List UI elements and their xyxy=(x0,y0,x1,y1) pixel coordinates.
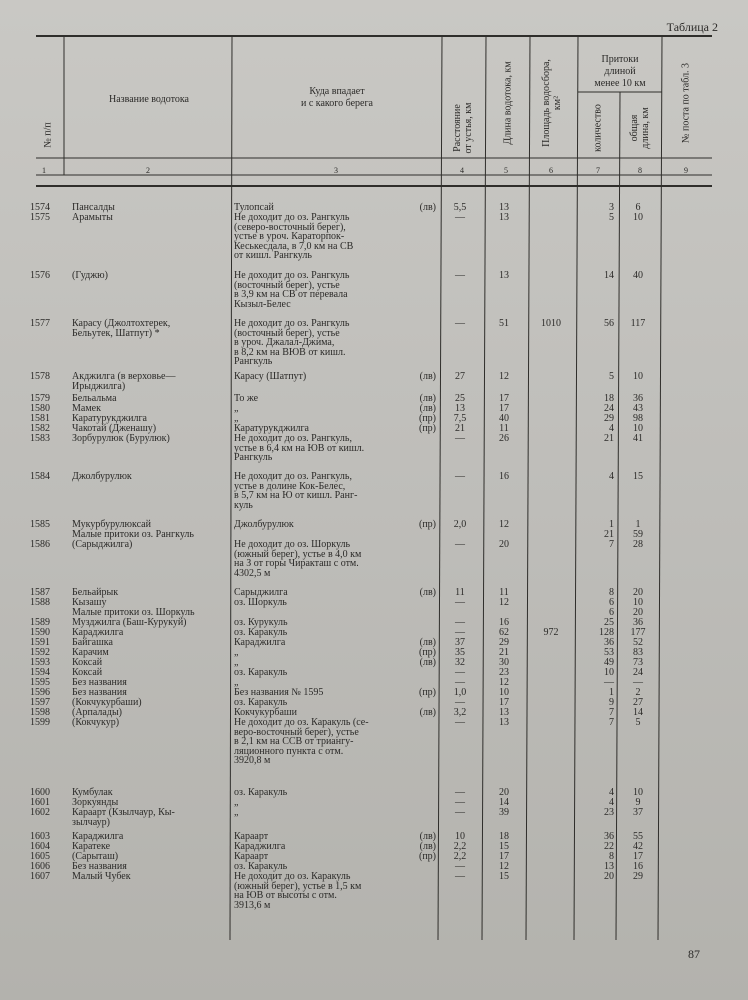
column-number: 3 xyxy=(334,166,338,175)
river-length: 16 xyxy=(499,617,509,628)
river-name: Пансалды xyxy=(72,202,115,213)
river-length: 23 xyxy=(499,667,509,678)
river-length: 13 xyxy=(499,212,509,223)
tributary-total-length: 5 xyxy=(635,717,641,728)
river-length: 29 xyxy=(499,637,509,648)
column-number: 8 xyxy=(638,166,642,175)
bank-side: (лв) xyxy=(419,371,436,382)
tributary-count: 36 xyxy=(604,637,614,648)
column-number: 9 xyxy=(684,166,688,175)
tributary-total-length: 15 xyxy=(633,471,643,482)
tributary-total-length: 16 xyxy=(633,861,643,872)
river-length: 17 xyxy=(499,697,509,708)
tributary-total-length: 37 xyxy=(633,807,643,818)
mouth-description: Без названия № 1595 xyxy=(234,687,324,698)
tributary-total-length: 24 xyxy=(633,667,643,678)
tributary-count: 4 xyxy=(609,423,614,434)
river-length: 17 xyxy=(499,851,509,862)
tributary-total-length: 10 xyxy=(633,787,643,798)
distance-from-mouth: — xyxy=(455,667,465,678)
tributary-total-length: 36 xyxy=(633,393,643,404)
row-number: 1582 xyxy=(30,423,50,434)
column-number: 6 xyxy=(549,166,553,175)
tributary-count: 5 xyxy=(609,371,614,382)
tributary-count: 56 xyxy=(604,318,614,329)
river-name: (Сарыджилга) xyxy=(72,539,133,550)
river-name: Караарт (Кзылчаур, Кы- зылчаур) xyxy=(72,807,175,828)
header-total-length-line1: общая xyxy=(629,114,640,142)
tributary-total-length: 42 xyxy=(633,841,643,852)
river-name: Зорбурулюк (Бурулюк) xyxy=(72,433,170,444)
tributary-count: 7 xyxy=(609,539,614,550)
distance-from-mouth: 21 xyxy=(455,423,465,434)
tributary-total-length: 55 xyxy=(633,831,643,842)
tributary-total-length: 117 xyxy=(630,318,646,329)
distance-from-mouth: — xyxy=(455,717,465,728)
bank-side: (пр) xyxy=(418,423,436,434)
tributary-total-length: 177 xyxy=(630,627,646,638)
river-length: 12 xyxy=(499,677,509,688)
tributary-total-length: 14 xyxy=(633,707,643,718)
distance-from-mouth: 37 xyxy=(455,637,465,648)
tributary-total-length: 10 xyxy=(633,371,643,382)
river-length: 12 xyxy=(499,371,509,382)
column-number: 7 xyxy=(596,166,600,175)
row-number: 1592 xyxy=(30,647,50,658)
tributary-count: 9 xyxy=(609,697,614,708)
river-length: 15 xyxy=(499,841,509,852)
row-number: 1596 xyxy=(30,687,50,698)
river-name: Зоркуянды xyxy=(72,797,119,808)
row-number: 1583 xyxy=(30,433,50,444)
river-name: Без названия xyxy=(72,861,127,872)
distance-from-mouth: 10 xyxy=(455,831,465,842)
tributary-total-length: 17 xyxy=(633,851,643,862)
bank-side: (пр) xyxy=(418,687,436,698)
river-name: (Сарыташ) xyxy=(72,851,119,862)
river-length: 13 xyxy=(499,270,509,281)
bank-side: (лв) xyxy=(419,657,436,668)
distance-from-mouth: — xyxy=(455,617,465,628)
river-length: 20 xyxy=(499,539,509,550)
tributary-count: 6 xyxy=(609,597,614,608)
row-number: 1580 xyxy=(30,403,50,414)
river-length: 20 xyxy=(499,787,509,798)
row-number: 1600 xyxy=(30,787,50,798)
river-name: Каратеке xyxy=(72,841,111,852)
header-length: Длина водотока, км xyxy=(502,61,514,145)
distance-from-mouth: 5,5 xyxy=(453,202,467,213)
river-length: 12 xyxy=(499,519,509,530)
distance-from-mouth: 32 xyxy=(455,657,465,668)
tributary-count: 1 xyxy=(609,687,614,698)
distance-from-mouth: — xyxy=(455,677,465,688)
header-tributaries-line1: Притоки xyxy=(601,54,639,65)
row-number: 1597 xyxy=(30,697,50,708)
row-number: 1604 xyxy=(30,841,50,852)
header-total-length-line2: длина, км xyxy=(640,107,651,149)
mouth-description: оз. Курукуль xyxy=(234,617,288,628)
distance-from-mouth: 3,2 xyxy=(453,707,467,718)
tributary-count: 4 xyxy=(609,797,614,808)
header-area-line1: Площадь водосбора, xyxy=(541,59,552,147)
header-tributaries-line2: длиной xyxy=(604,66,636,77)
mouth-description: Не доходит до оз. Рангкуль (северо-восточный берег), устье в уроч. Караторпок- Кеськесдала, в 7,0 км на СВ от кишл. Рангкуль xyxy=(234,212,354,262)
river-name: Мамек xyxy=(72,403,101,414)
bank-side: (лв) xyxy=(419,202,436,213)
distance-from-mouth: 2,2 xyxy=(453,841,467,852)
tributary-total-length: 98 xyxy=(633,413,643,424)
distance-from-mouth: — xyxy=(455,807,465,818)
river-length: 14 xyxy=(499,797,509,808)
mouth-description: оз. Каракуль xyxy=(234,667,288,678)
mouth-description: Не доходит до оз. Рангкуль, устье в долине Кок-Белес, в 5,7 км на Ю от кишл. Ранг- куль xyxy=(234,471,358,511)
tributary-count: 8 xyxy=(609,587,614,598)
tributary-count: 24 xyxy=(604,403,614,414)
river-length: 17 xyxy=(499,403,509,414)
row-number: 1603 xyxy=(30,831,50,842)
header-name: Название водотока xyxy=(109,94,189,105)
row-number: 1587 xyxy=(30,587,50,598)
distance-from-mouth: — xyxy=(455,539,465,550)
bank-side: (лв) xyxy=(419,637,436,648)
row-number: 1601 xyxy=(30,797,50,808)
tributary-total-length: 2 xyxy=(635,687,641,698)
distance-from-mouth: — xyxy=(455,797,465,808)
distance-from-mouth: 2,2 xyxy=(453,851,467,862)
tributary-count: 8 xyxy=(609,851,614,862)
tributary-total-length: 73 xyxy=(633,657,643,668)
river-length: 21 xyxy=(499,647,509,658)
river-length: 16 xyxy=(499,471,509,482)
river-name: Музджилга (Баш-Курукуй) xyxy=(72,617,187,628)
mouth-description: „ xyxy=(234,647,239,658)
distance-from-mouth: — xyxy=(455,861,465,872)
distance-from-mouth: — xyxy=(455,597,465,608)
header-post: № поста по табл. 3 xyxy=(680,62,692,144)
mouth-description: Тулопсай xyxy=(234,202,274,213)
distance-from-mouth: — xyxy=(455,627,465,638)
bank-side: (лв) xyxy=(419,393,436,404)
river-name: Арамыты xyxy=(72,212,113,223)
row-number: 1584 xyxy=(30,471,50,482)
river-name: (Гуджю) xyxy=(72,270,108,281)
river-length: 11 xyxy=(499,423,509,434)
tributary-count: 3 xyxy=(609,202,614,213)
header-distance-line2: от устья, км xyxy=(463,102,474,154)
row-number: 1590 xyxy=(30,627,50,638)
table-label: Таблица 2 xyxy=(666,20,718,34)
tributary-count: 49 xyxy=(604,657,614,668)
bank-side: (пр) xyxy=(418,519,436,530)
tributary-count: — xyxy=(604,677,614,688)
tributary-count: 128 xyxy=(599,627,614,638)
basin-area: 1010 xyxy=(541,318,561,329)
header-count: количество xyxy=(592,104,604,152)
river-length: 10 xyxy=(499,687,509,698)
river-name: Карачим xyxy=(72,647,109,658)
row-number: 1589 xyxy=(30,617,50,628)
river-length: 51 xyxy=(499,318,509,329)
tributary-total-length: 20 xyxy=(633,587,643,598)
mouth-description: оз. Каракуль xyxy=(234,697,288,708)
row-number: 1585 xyxy=(30,519,50,530)
header-tributaries-line3: менее 10 км xyxy=(594,78,646,89)
river-name: Кызашу xyxy=(72,597,107,608)
river-name: Кумбулак xyxy=(72,787,113,798)
mouth-description: „ xyxy=(234,403,239,414)
tributary-count: 7 xyxy=(609,707,614,718)
row-number: 1594 xyxy=(30,667,50,678)
bank-side: (лв) xyxy=(419,707,436,718)
distance-from-mouth: 7,5 xyxy=(453,413,467,424)
river-length: 30 xyxy=(499,657,509,668)
row-number: 1607 xyxy=(30,871,50,882)
tributary-count: 4 xyxy=(609,787,614,798)
tributary-total-length: 59 xyxy=(633,529,643,540)
tributary-total-length: 10 xyxy=(633,597,643,608)
mouth-description: Не доходит до оз. Каракуль (южный берег), устье в 1,5 км на ЮВ от высоты с отм. 3913,6 м xyxy=(234,871,362,911)
distance-from-mouth: 35 xyxy=(455,647,465,658)
row-number: 1606 xyxy=(30,861,50,872)
tributary-count: 53 xyxy=(604,647,614,658)
bank-side: (пр) xyxy=(418,647,436,658)
column-number: 4 xyxy=(460,166,464,175)
tributary-count: 36 xyxy=(604,831,614,842)
tributary-total-length: 40 xyxy=(633,270,643,281)
tributary-count: 5 xyxy=(609,212,614,223)
mouth-description: Карасу (Шатпут) xyxy=(234,371,307,382)
distance-from-mouth: 25 xyxy=(455,393,465,404)
mouth-description: Не доходит до оз. Рангкуль (восточный берег), устье в 3,9 км на СВ от перевала Кызыл-Белес xyxy=(234,270,350,310)
river-length: 12 xyxy=(499,861,509,872)
river-length: 15 xyxy=(499,871,509,882)
distance-from-mouth: — xyxy=(455,270,465,281)
row-number: 1576 xyxy=(30,270,50,281)
tributary-count: 13 xyxy=(604,861,614,872)
mouth-description: оз. Шоркуль xyxy=(234,597,287,608)
tributary-count: 25 xyxy=(604,617,614,628)
river-name: Караджилга xyxy=(72,627,124,638)
tributary-total-length: 29 xyxy=(633,871,643,882)
mouth-description: Джолбурулюк xyxy=(234,519,294,530)
header-num: № п/п xyxy=(42,122,54,148)
river-name: Бельальма xyxy=(72,393,117,404)
distance-from-mouth: 11 xyxy=(455,587,465,598)
row-number: 1602 xyxy=(30,807,50,818)
river-name: Малые притоки оз. Шоркуль xyxy=(72,607,195,618)
distance-from-mouth: 2,0 xyxy=(453,519,467,530)
tributary-count: 7 xyxy=(609,717,614,728)
river-name: Карасу (Джолтохтерек, Бельутек, Шатпут) * xyxy=(72,318,171,339)
river-length: 13 xyxy=(499,707,509,718)
river-length: 18 xyxy=(499,831,509,842)
river-length: 40 xyxy=(499,413,509,424)
row-number: 1579 xyxy=(30,393,50,404)
tributary-count: 10 xyxy=(604,667,614,678)
mouth-description: оз. Каракуль xyxy=(234,787,288,798)
bank-side: (лв) xyxy=(419,403,436,414)
basin-area: 972 xyxy=(543,627,559,638)
column-number: 1 xyxy=(42,166,46,175)
row-number: 1578 xyxy=(30,371,50,382)
mouth-description: То же xyxy=(234,393,259,404)
river-length: 13 xyxy=(499,717,509,728)
row-number: 1586 xyxy=(30,539,50,550)
distance-from-mouth: — xyxy=(455,697,465,708)
river-name: Без названия xyxy=(72,687,127,698)
tributary-count: 21 xyxy=(604,529,614,540)
mouth-description: Сарыджилга xyxy=(234,587,288,598)
mouth-description: Караарт xyxy=(234,831,269,842)
column-number: 2 xyxy=(146,166,150,175)
river-name: Мукурбурулюксай xyxy=(72,519,151,530)
river-name: (Кокчукурбаши) xyxy=(72,697,142,708)
mouth-description: „ xyxy=(234,797,239,808)
mouth-description: Не доходит до оз. Каракуль (се- веро-восточный берег), устье в 2,1 км на ССВ от триангу- ляционного пункта с отм. 3920,8 м xyxy=(234,717,369,767)
page-number: 87 xyxy=(688,947,700,961)
tributary-total-length: 10 xyxy=(633,423,643,434)
river-name: Акджилга (в верховье— Ирыджилга) xyxy=(72,371,176,392)
tributary-total-length: 36 xyxy=(633,617,643,628)
row-number: 1591 xyxy=(30,637,50,648)
mouth-description: „ xyxy=(234,677,239,688)
tributary-total-length: 83 xyxy=(633,647,643,658)
bank-side: (лв) xyxy=(419,587,436,598)
mouth-description: Караарт xyxy=(234,851,269,862)
row-number: 1605 xyxy=(30,851,50,862)
row-number: 1599 xyxy=(30,717,50,728)
tributary-total-length: 41 xyxy=(633,433,643,444)
tributary-total-length: 6 xyxy=(635,202,641,213)
row-number: 1581 xyxy=(30,413,50,424)
tributary-total-length: 43 xyxy=(633,403,643,414)
distance-from-mouth: — xyxy=(455,318,465,329)
bank-side: (пр) xyxy=(418,851,436,862)
mouth-description: Не доходит до оз. Шоркуль (южный берег), устье в 4,0 км на З от горы Чиракташ с отм. 4302,5 м xyxy=(234,539,362,579)
river-name: Джолбурулюк xyxy=(72,471,132,482)
column-number: 5 xyxy=(504,166,508,175)
distance-from-mouth: — xyxy=(455,212,465,223)
mouth-description: Кокчукурбаши xyxy=(234,707,297,718)
river-name: Бельайрык xyxy=(72,587,119,598)
river-name: Коксай xyxy=(72,657,103,668)
tributary-total-length: 1 xyxy=(635,519,641,530)
tributary-count: 20 xyxy=(604,871,614,882)
river-length: 13 xyxy=(499,202,509,213)
tributary-total-length: 28 xyxy=(633,539,643,550)
tributary-count: 21 xyxy=(604,433,614,444)
river-length: 12 xyxy=(499,597,509,608)
river-name: (Арпалады) xyxy=(72,707,122,718)
tributary-total-length: 10 xyxy=(633,212,643,223)
tributary-count: 18 xyxy=(604,393,614,404)
tributary-count: 4 xyxy=(609,471,614,482)
tributary-total-length: 52 xyxy=(633,637,643,648)
bank-side: (лв) xyxy=(419,831,436,842)
row-number: 1595 xyxy=(30,677,50,688)
header-distance-line1: Расстояние xyxy=(452,104,463,152)
river-name: Без названия xyxy=(72,677,127,688)
river-length: 62 xyxy=(499,627,509,638)
header-where-line2: и с какого берега xyxy=(300,98,373,109)
river-length: 17 xyxy=(499,393,509,404)
bank-side: (пр) xyxy=(418,413,436,424)
river-length: 39 xyxy=(499,807,509,818)
mouth-description: Караджилга xyxy=(234,637,286,648)
tributary-count: 22 xyxy=(604,841,614,852)
bank-side: (лв) xyxy=(419,841,436,852)
river-length: 26 xyxy=(499,433,509,444)
tributary-count: 1 xyxy=(609,519,614,530)
river-name: (Кокчукур) xyxy=(72,717,120,728)
row-number: 1574 xyxy=(30,202,50,213)
river-name: Караджилга xyxy=(72,831,124,842)
mouth-description: „ xyxy=(234,807,239,818)
mouth-description: Караджилга xyxy=(234,841,286,852)
river-name: Байгашка xyxy=(72,637,113,648)
tributary-count: 29 xyxy=(604,413,614,424)
tributary-total-length: — xyxy=(633,677,643,688)
mouth-description: „ xyxy=(234,657,239,668)
tributary-total-length: 27 xyxy=(633,697,643,708)
distance-from-mouth: — xyxy=(455,471,465,482)
river-name: Коксай xyxy=(72,667,103,678)
header-where-line1: Куда впадает xyxy=(309,86,365,97)
tributary-total-length: 9 xyxy=(635,797,641,808)
row-number: 1577 xyxy=(30,318,50,329)
row-number: 1575 xyxy=(30,212,50,223)
mouth-description: оз. Каракуль xyxy=(234,861,288,872)
distance-from-mouth: 27 xyxy=(455,371,465,382)
mouth-description: оз. Каракуль xyxy=(234,627,288,638)
tributary-count: 23 xyxy=(604,807,614,818)
river-name: Малые притоки оз. Рангкуль xyxy=(72,529,194,540)
distance-from-mouth: 13 xyxy=(455,403,465,414)
tributary-count: 6 xyxy=(609,607,614,618)
row-number: 1588 xyxy=(30,597,50,608)
mouth-description: Не доходит до оз. Рангкуль, устье в 6,4 км на ЮВ от кишл. Рангкуль xyxy=(234,433,365,464)
distance-from-mouth: — xyxy=(455,787,465,798)
distance-from-mouth: — xyxy=(455,871,465,882)
river-name: Каратурукджилга xyxy=(72,413,147,424)
mouth-description: „ xyxy=(234,413,239,424)
distance-from-mouth: 1,0 xyxy=(453,687,467,698)
tributary-count: 14 xyxy=(604,270,614,281)
row-number: 1593 xyxy=(30,657,50,668)
header-area-line2: км² xyxy=(552,95,563,111)
river-length: 11 xyxy=(499,587,509,598)
river-name: Чакотай (Дженашу) xyxy=(72,423,157,434)
distance-from-mouth: — xyxy=(455,433,465,444)
mouth-description: Каратурукджилга xyxy=(234,423,309,434)
tributary-total-length: 20 xyxy=(633,607,643,618)
row-number: 1598 xyxy=(30,707,50,718)
mouth-description: Не доходит до оз. Рангкуль (восточный берег), устье в уроч. Джалал-Джима, в 8,2 км на ВЮВ от кишл. Рангкуль xyxy=(234,318,350,368)
river-name: Малый Чубек xyxy=(72,871,131,882)
